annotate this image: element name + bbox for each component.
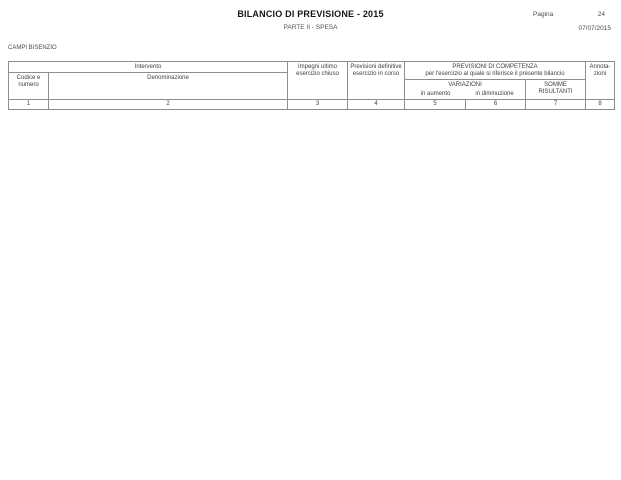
print-date: 07/07/2015 (578, 25, 611, 32)
col-header-variazioni (405, 80, 526, 100)
column-number: 2 (49, 100, 288, 110)
page-meta (533, 11, 611, 32)
variazioni-sublabels (406, 91, 524, 98)
page-title: BILANCIO DI PREVISIONE - 2015 (237, 9, 384, 19)
col-header-denominazione: Denominazione (49, 73, 288, 100)
col-header-somme: SOMME RISULTANTI (526, 80, 586, 100)
budget-table-container (8, 61, 615, 110)
col-header-annotazioni: Annota-zioni (586, 62, 615, 100)
column-number: 8 (586, 100, 615, 110)
variazioni-label: VARIAZIONI (448, 82, 482, 88)
col-header-intervento: Intervento (9, 62, 288, 73)
column-number: 5 (405, 100, 466, 110)
in-diminuzione-label: in diminuzione (475, 91, 514, 97)
column-number: 7 (526, 100, 586, 110)
entity-name: CAMPI BISENZIO (8, 45, 57, 51)
table-head (9, 62, 615, 110)
column-number: 6 (466, 100, 526, 110)
column-number: 4 (348, 100, 405, 110)
col-header-previsioni: Previsioni definitive esercizio in corso (348, 62, 405, 100)
in-aumento-label: in aumento (420, 91, 451, 97)
col-header-codice: Codice e numero (9, 73, 49, 100)
column-number: 1 (9, 100, 49, 110)
page-subtitle: PARTE II - SPESA (283, 24, 338, 31)
page-number-value: 24 (597, 11, 605, 18)
page-number-label: Pagina (533, 11, 554, 18)
column-number-row (9, 100, 615, 110)
competenza-line2: per l'esercizio al quale si riferisce il presente bilancio (425, 71, 565, 77)
document-header (0, 9, 621, 31)
col-header-impegni: Impegni ultimo esercizio chiuso (288, 62, 348, 100)
competenza-line1: PREVISIONI DI COMPETENZA (452, 64, 538, 70)
page-number-line (533, 11, 611, 18)
column-number: 3 (288, 100, 348, 110)
col-header-competenza (405, 62, 586, 80)
budget-table (8, 61, 615, 110)
